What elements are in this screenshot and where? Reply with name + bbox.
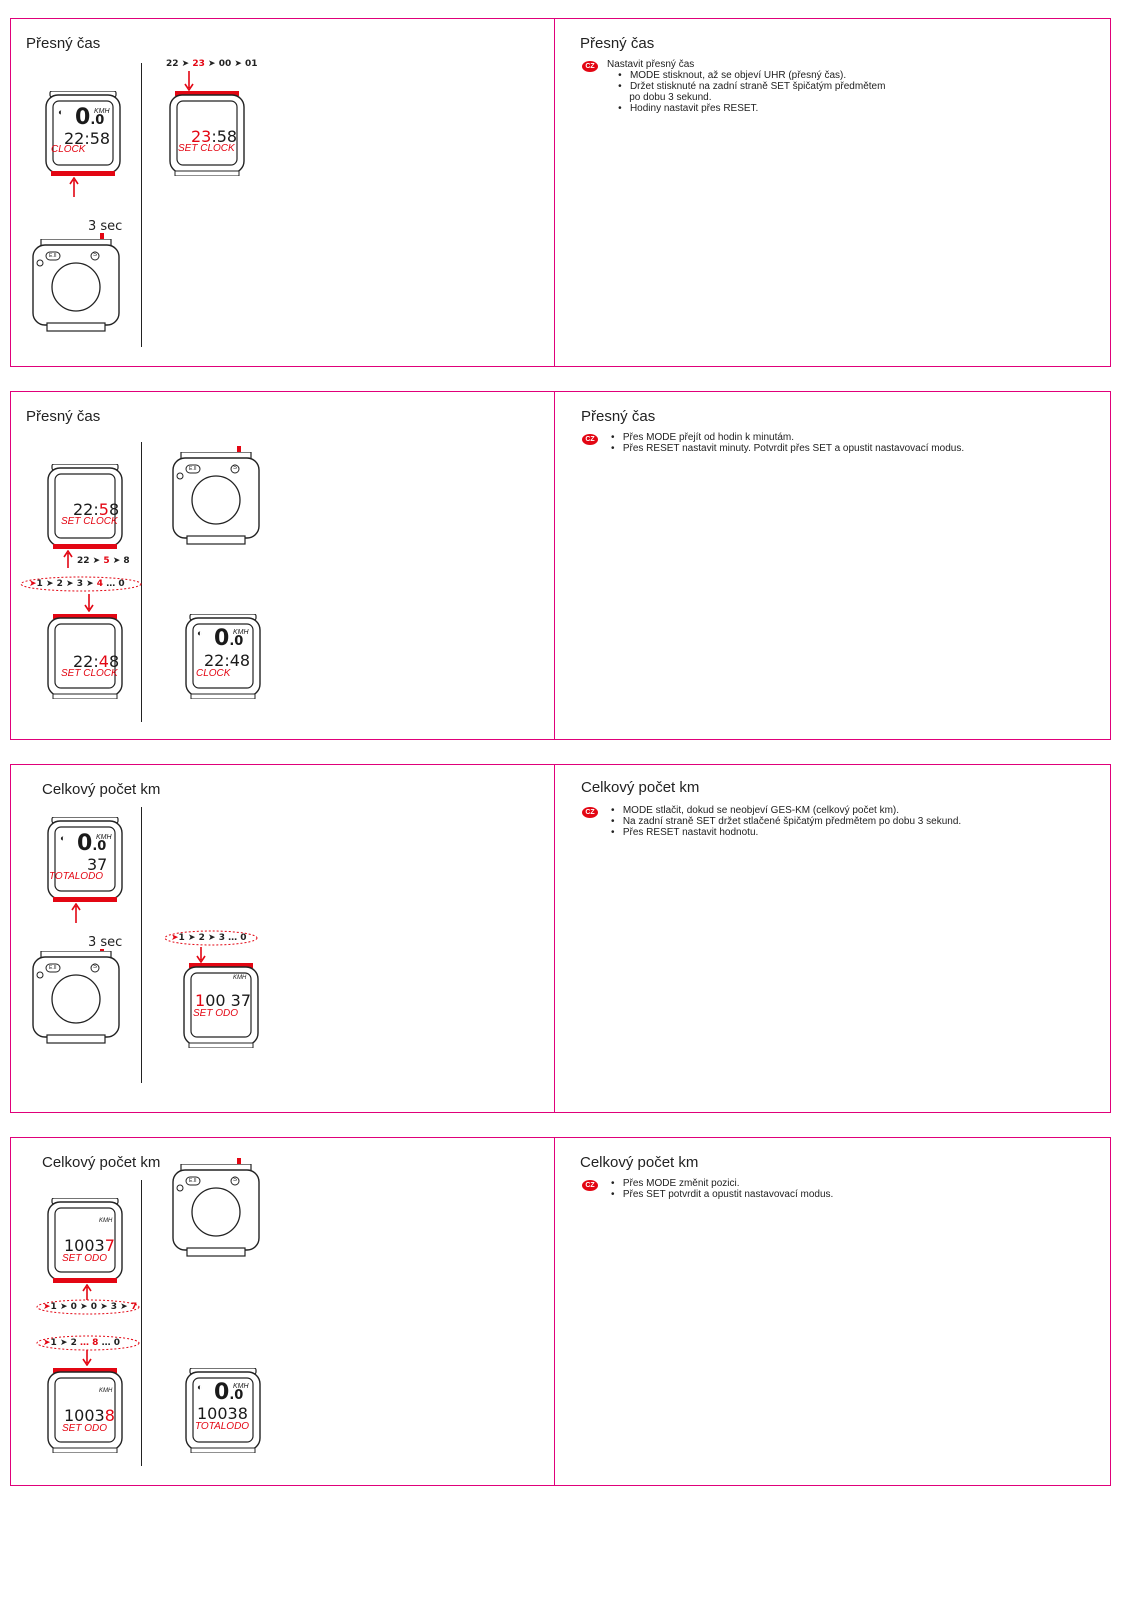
column-divider (141, 1180, 142, 1466)
mode-label: SET CLOCK (61, 668, 118, 679)
set-button[interactable]: S (93, 252, 98, 258)
set-button[interactable]: S (93, 964, 98, 970)
mode-label: TOTALODO (195, 1421, 250, 1432)
battery-badge: E.II (189, 466, 197, 472)
instruction-title: Celkový počet km (581, 779, 700, 796)
mode-label: SET ODO (62, 1423, 108, 1434)
battery-badge: E.II (49, 965, 57, 971)
speed-readout: 0.0 (77, 831, 107, 856)
panel-3 (10, 764, 1111, 1113)
device-back (171, 452, 261, 547)
value-sequence: ➤1 ➤ 2 ➤ 3 ➤ 4 … 0 (29, 579, 125, 589)
arrow-up-icon (63, 550, 73, 568)
panel-4 (10, 1137, 1111, 1486)
odo-readout: 37 (87, 855, 108, 874)
clock-icon: ◐ (58, 107, 64, 117)
device-back (31, 951, 121, 1046)
arrow-down-icon (184, 71, 194, 91)
unit-label: KMH (99, 1218, 113, 1224)
value-sequence: 22 ➤ 5 ➤ 8 (77, 556, 130, 566)
mode-label: SET ODO (62, 1253, 108, 1264)
instruction-title: Přesný čas (580, 35, 655, 52)
value-sequence: 22 ➤ 23 ➤ 00 ➤ 01 (166, 59, 258, 69)
value-sequence: ➤1 ➤ 2 … 8 … 0 (43, 1338, 120, 1348)
speed-readout: 0.0 (214, 626, 244, 651)
mode-label: TOTALODO (49, 871, 104, 882)
unit-label: KMH (99, 1388, 113, 1394)
panel-divider (554, 1138, 555, 1485)
column-divider (141, 63, 142, 347)
instruction-title: Celkový počet km (580, 1154, 699, 1171)
time-readout: 22:58 (64, 129, 111, 148)
device-front-totalodo (45, 817, 125, 902)
mode-label: CLOCK (51, 144, 86, 155)
clock-icon: ◐ (197, 1382, 203, 1392)
arrow-up-icon (69, 177, 79, 197)
panel-title: Celkový počet km (42, 781, 161, 798)
set-button[interactable]: S (233, 1177, 238, 1183)
instruction-text: • MODE stlačit, dokud se neobjeví GES-KM (celkový počet km). • Na zadní straně SET držet stlačené špičatým předmětem po dobu 3 sekund. • Přes RESET nastavit hodnotu. (611, 805, 962, 838)
odo-readout: 10037 (64, 1236, 115, 1255)
panel-title: Přesný čas (26, 35, 101, 52)
panel-divider (554, 765, 555, 1112)
mode-label: CLOCK (196, 668, 231, 679)
value-sequence: ➤1 ➤ 2 ➤ 3 … 0 (171, 933, 247, 943)
language-badge: CZ (582, 434, 598, 445)
unit-label: KMH (233, 975, 247, 981)
unit-label: KMH (233, 1383, 249, 1390)
unit-label: KMH (233, 629, 249, 636)
hold-duration: 3 sec (88, 935, 123, 950)
time-readout: 22:58 (73, 500, 120, 519)
unit-label: KMH (94, 108, 110, 115)
clock-icon: ◐ (197, 628, 203, 638)
arrow-down-icon (82, 1350, 92, 1366)
speed-readout: 0.0 (75, 105, 105, 130)
language-badge: CZ (582, 1180, 598, 1191)
unit-label: KMH (96, 834, 112, 841)
value-sequence: ➤1 ➤ 0 ➤ 0 ➤ 3 ➤ 7 (43, 1302, 138, 1312)
panel-1 (10, 18, 1111, 367)
arrow-up-icon (71, 903, 81, 923)
hold-duration: 3 sec (88, 219, 123, 234)
arrow-down-icon (84, 594, 94, 612)
odo-readout: 10038 (197, 1404, 248, 1423)
odo-readout: 10038 (64, 1406, 115, 1425)
time-readout: 22:48 (204, 651, 251, 670)
odo-readout: 100 37 (195, 991, 251, 1010)
column-divider (141, 807, 142, 1083)
device-back (31, 239, 121, 334)
speed-readout: 0.0 (214, 1380, 244, 1405)
panel-divider (554, 19, 555, 366)
set-button[interactable]: S (233, 465, 238, 471)
language-badge: CZ (582, 61, 598, 72)
time-readout: 22:48 (73, 652, 120, 671)
instruction-text: • Přes MODE změnit pozici. • Přes SET potvrdit a opustit nastavovací modus. (611, 1178, 834, 1200)
panel-title: Přesný čas (26, 408, 101, 425)
mode-label: SET CLOCK (178, 143, 235, 154)
instruction-text: Nastavit přesný čas • MODE stisknout, až se objeví UHR (přesný čas). • Držet stisknuté na zadní straně SET špičatým předmětem po dobu 3 sekund. • Hodiny nastavit přes RESET. (607, 59, 886, 114)
clock-icon: ◐ (60, 833, 66, 843)
panel-title: Celkový počet km (42, 1154, 161, 1171)
language-badge: CZ (582, 807, 598, 818)
mode-label: SET ODO (193, 1008, 239, 1019)
panel-2 (10, 391, 1111, 740)
mode-label: SET CLOCK (61, 516, 118, 527)
instruction-text: • Přes MODE přejít od hodin k minutám. • Přes RESET nastavit minuty. Potvrdit přes SET a opustit nastavovací modus. (611, 432, 965, 454)
panel-divider (554, 392, 555, 739)
battery-badge: E.II (49, 253, 57, 259)
battery-badge: E.II (189, 1178, 197, 1184)
time-readout: 23:58 (191, 127, 238, 146)
arrow-down-icon (196, 947, 206, 963)
device-back (171, 1164, 261, 1259)
instruction-title: Přesný čas (581, 408, 656, 425)
